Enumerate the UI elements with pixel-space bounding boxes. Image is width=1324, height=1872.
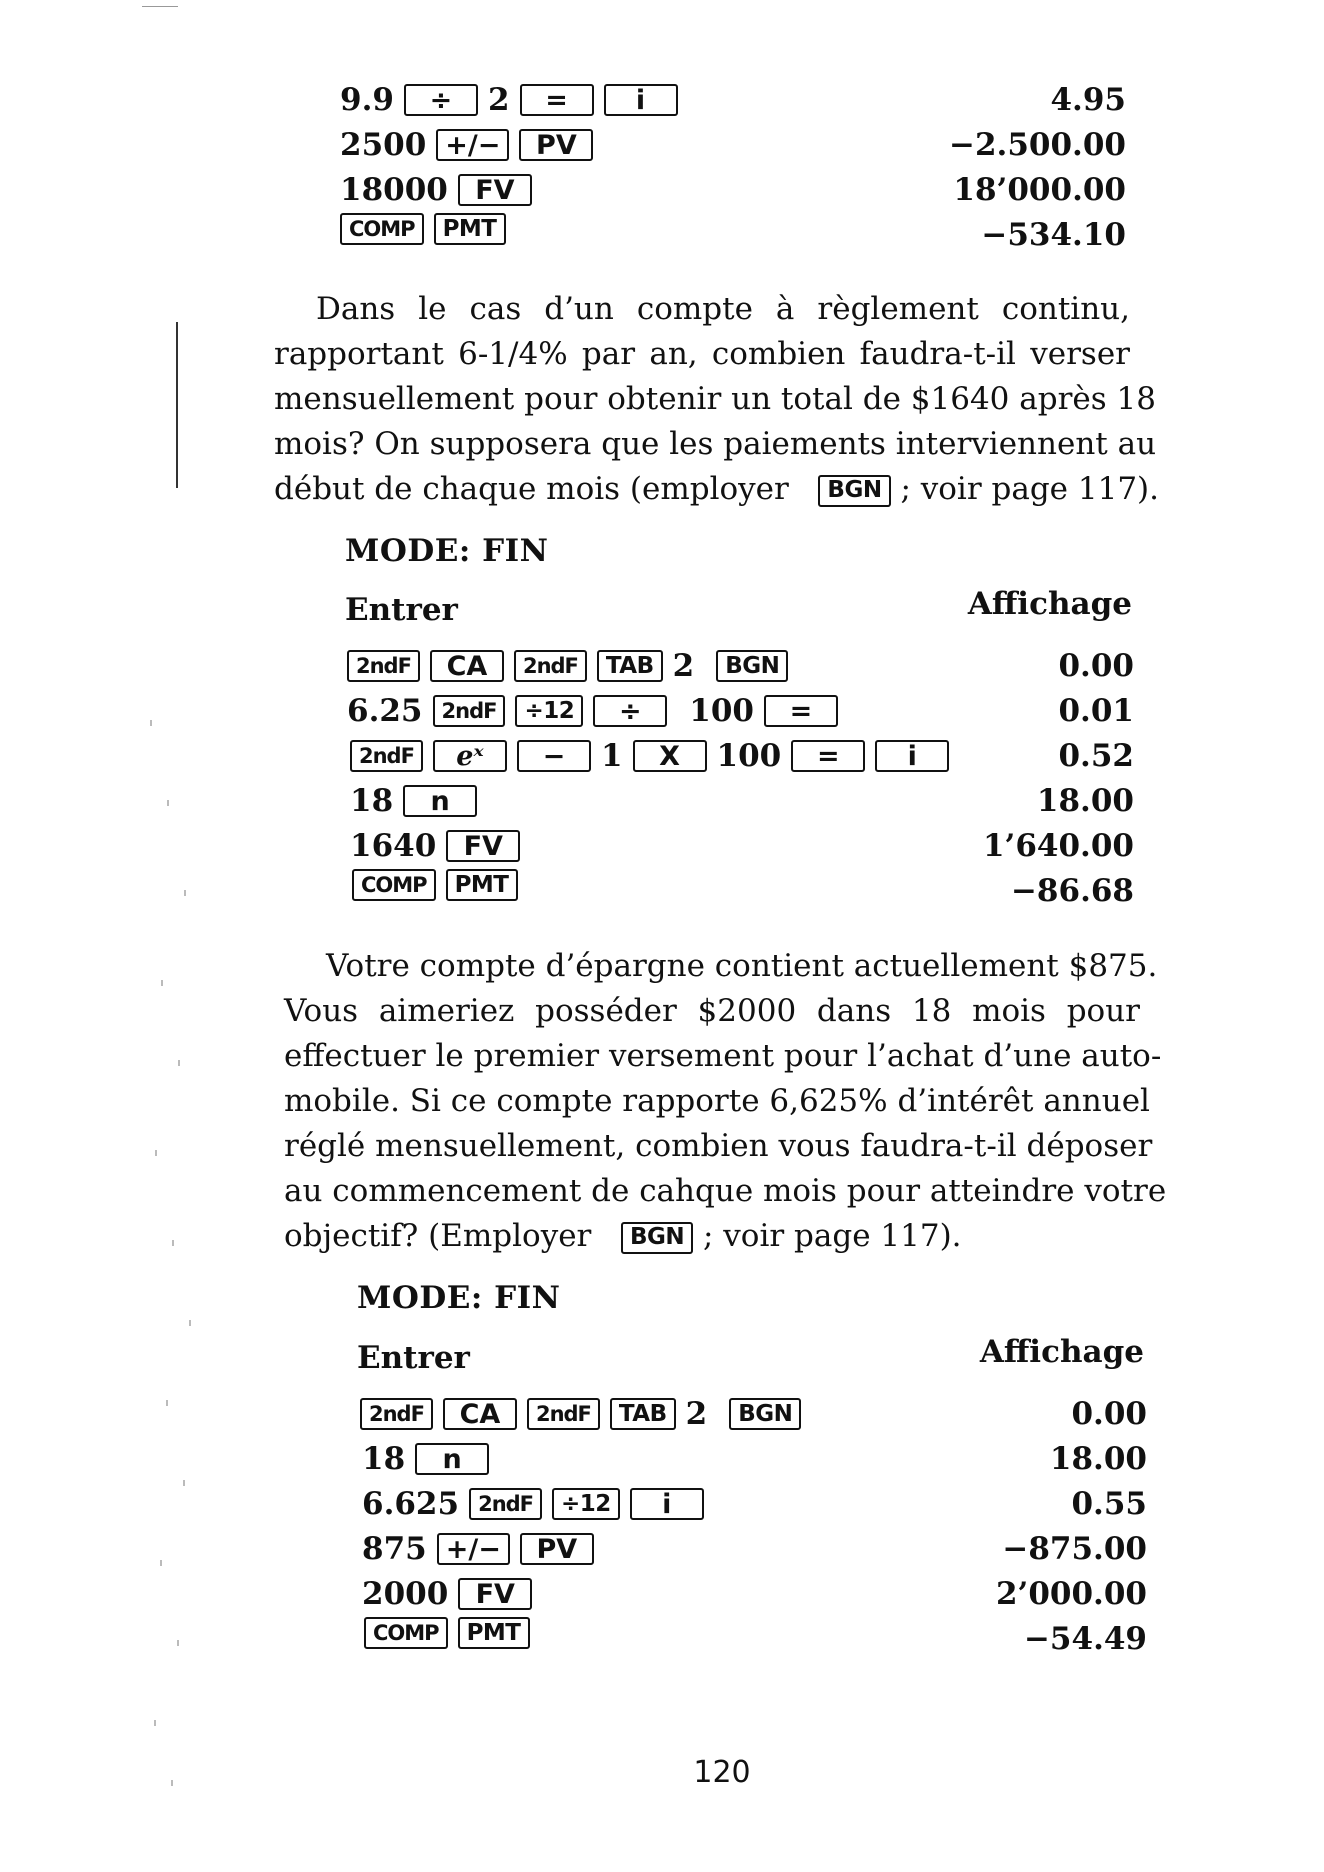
- scan-speck: [167, 800, 169, 806]
- fv-key: FV: [458, 1578, 532, 1610]
- divide-key: ÷: [593, 695, 667, 727]
- entry-value: 18000: [340, 172, 448, 208]
- clear-all-key: CA: [443, 1398, 517, 1430]
- scan-speck: [160, 1560, 162, 1566]
- display-value: 1’640.00: [982, 828, 1134, 864]
- display-value: 18.00: [1036, 783, 1134, 819]
- fv-key: FV: [446, 830, 520, 862]
- display-value: 18’000.00: [953, 172, 1126, 208]
- interest-key: i: [630, 1488, 704, 1520]
- display-value: −875.00: [1002, 1531, 1147, 1567]
- scan-speck: [161, 980, 163, 986]
- text-line: au commencement de cahque mois pour atteindre votre: [284, 1173, 1167, 1209]
- entry-value: 2500: [340, 127, 427, 163]
- page-number: 120: [693, 1755, 751, 1790]
- scan-speck: [166, 1400, 168, 1406]
- display-value: −54.49: [1023, 1621, 1147, 1657]
- minus-key: −: [517, 740, 591, 772]
- text-line: mobile. Si ce compte rapporte 6,625% d’intérêt annuel: [284, 1083, 1150, 1119]
- scan-speck: [178, 1060, 180, 1066]
- text-fragment: ; voir page 117).: [900, 471, 1160, 507]
- second-function-key: 2ndF: [469, 1488, 542, 1520]
- entry-column-header: Entrer: [357, 1340, 470, 1376]
- change-sign-key: +/−: [437, 1533, 510, 1565]
- display-column-header: Affichage: [967, 586, 1132, 622]
- clear-all-key: CA: [430, 650, 504, 682]
- tab-key: TAB: [597, 650, 663, 682]
- display-value: −86.68: [1010, 873, 1134, 909]
- exponential-key: eˣ: [433, 740, 507, 772]
- entry-value: 18: [350, 783, 394, 819]
- scan-speck: [155, 1150, 157, 1156]
- pmt-key: PMT: [434, 213, 506, 245]
- second-function-key: 2ndF: [350, 740, 423, 772]
- text-line: réglé mensuellement, combien vous faudra-t-il déposer: [284, 1128, 1153, 1164]
- paragraph: [284, 944, 1167, 1259]
- scan-speck: [189, 1320, 191, 1326]
- n-key: n: [415, 1443, 489, 1475]
- second-function-key: 2ndF: [514, 650, 587, 682]
- scan-specks: [150, 680, 230, 1830]
- scan-speck: [172, 1240, 174, 1246]
- scan-speck: [177, 1640, 179, 1646]
- pmt-key: PMT: [458, 1617, 530, 1649]
- entry-value: 875: [362, 1531, 427, 1567]
- comp-key: COMP: [340, 213, 424, 245]
- entry-value: 6.625: [362, 1486, 460, 1522]
- multiply-key: X: [633, 740, 707, 772]
- scan-speck: [150, 720, 152, 726]
- text-line: [284, 1214, 1140, 1259]
- text-fragment: début de chaque mois (employer: [274, 471, 789, 507]
- display-value: 0.52: [1058, 738, 1134, 774]
- text-line: Vous aimeriez posséder $2000 dans 18 mois pour: [284, 993, 1140, 1029]
- entry-value: 9.9: [340, 82, 394, 118]
- entry-value: 1: [600, 738, 623, 774]
- calc-row: [0, 123, 1324, 167]
- display-value: 0.01: [1058, 693, 1134, 729]
- tab-key: TAB: [610, 1398, 676, 1430]
- top-rule: [142, 6, 178, 7]
- comp-key: COMP: [364, 1617, 448, 1649]
- display-value: 0.55: [1071, 1486, 1147, 1522]
- second-function-key: 2ndF: [527, 1398, 600, 1430]
- margin-bar: [176, 322, 178, 488]
- display-value: 4.95: [1050, 82, 1126, 118]
- display-column-header: Affichage: [979, 1334, 1144, 1370]
- change-sign-key: +/−: [436, 129, 509, 161]
- entry-value: 2: [487, 82, 510, 118]
- text-line: mensuellement pour obtenir un total de $1640 après 18: [274, 381, 1156, 417]
- text-line: Dans le cas d’un compte à règlement continu,: [316, 291, 1130, 327]
- display-value: 18.00: [1049, 1441, 1147, 1477]
- fv-key: FV: [458, 174, 532, 206]
- equals-key: =: [791, 740, 865, 772]
- divide-by-12-key: ÷12: [515, 695, 583, 727]
- entry-value: 6.25: [347, 693, 423, 729]
- text-line: effectuer le premier versement pour l’achat d’une auto-: [284, 1038, 1162, 1074]
- pmt-key: PMT: [446, 869, 518, 901]
- second-function-key: 2ndF: [433, 695, 506, 727]
- bgn-key: BGN: [621, 1222, 693, 1254]
- pv-key: PV: [519, 129, 593, 161]
- bgn-key: BGN: [818, 475, 890, 507]
- entry-value: 2000: [362, 1576, 449, 1612]
- divide-by-12-key: ÷12: [552, 1488, 620, 1520]
- interest-key: i: [604, 84, 678, 116]
- scan-speck: [184, 890, 186, 896]
- calc-row: [0, 168, 1324, 212]
- equals-key: =: [520, 84, 594, 116]
- display-value: 0.00: [1058, 648, 1134, 684]
- display-value: −2.500.00: [949, 127, 1126, 163]
- entry-value: 100: [689, 693, 754, 729]
- entry-value: 1640: [350, 828, 437, 864]
- display-value: −534.10: [981, 217, 1126, 253]
- entry-column-header: Entrer: [345, 592, 458, 628]
- paragraph: [274, 287, 1160, 512]
- comp-key: COMP: [352, 869, 436, 901]
- divide-key: ÷: [404, 84, 478, 116]
- entry-value: 2: [685, 1396, 708, 1432]
- calc-row: [0, 213, 1324, 257]
- calc-row: [0, 78, 1324, 122]
- entry-value: 18: [362, 1441, 406, 1477]
- display-value: 0.00: [1071, 1396, 1147, 1432]
- mode-label: MODE: FIN: [345, 533, 549, 569]
- interest-key: i: [875, 740, 949, 772]
- scan-speck: [154, 1720, 156, 1726]
- display-value: 2’000.00: [995, 1576, 1147, 1612]
- equals-key: =: [764, 695, 838, 727]
- scan-speck: [171, 1780, 173, 1786]
- text-line: [274, 467, 1160, 512]
- text-line: mois? On supposera que les paiements interviennent au: [274, 426, 1157, 462]
- bgn-key: BGN: [729, 1398, 801, 1430]
- bgn-key: BGN: [716, 650, 788, 682]
- second-function-key: 2ndF: [360, 1398, 433, 1430]
- scan-speck: [183, 1480, 185, 1486]
- text-line: rapportant 6-1/4% par an, combien faudra-t-il verser: [274, 336, 1130, 372]
- pv-key: PV: [520, 1533, 594, 1565]
- text-line: Votre compte d’épargne contient actuellement $875.: [326, 948, 1158, 984]
- second-function-key: 2ndF: [347, 650, 420, 682]
- entry-value: 100: [716, 738, 782, 774]
- mode-label: MODE: FIN: [357, 1280, 561, 1316]
- entry-value: 2: [672, 648, 695, 684]
- text-fragment: objectif? (Employer: [284, 1218, 592, 1254]
- text-fragment: ; voir page 117).: [702, 1218, 962, 1254]
- n-key: n: [403, 785, 477, 817]
